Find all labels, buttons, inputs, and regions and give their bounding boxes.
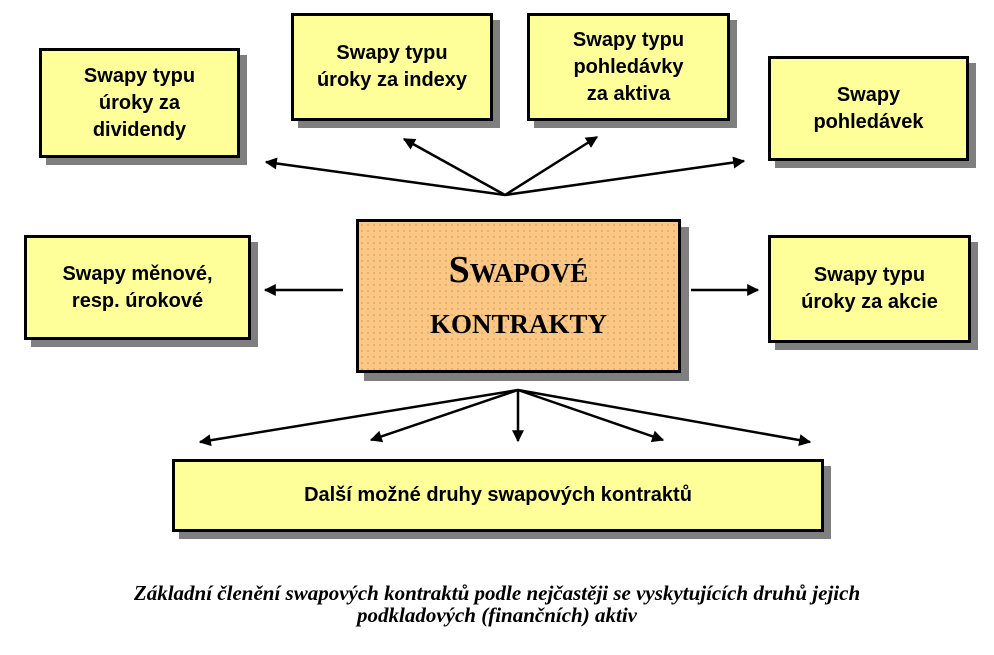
figure-caption (0, 582, 994, 626)
arrow-down-2 (371, 390, 518, 440)
arrow-down-1 (200, 390, 518, 442)
box-receivable-swaps: Swapy pohledávek (768, 56, 969, 161)
box-other-swaps: Další možné druhy swapových kontraktů (172, 459, 824, 532)
arrow-down-4 (518, 390, 663, 440)
box-currency-swaps: Swapy měnové, resp. úrokové (24, 235, 251, 340)
center-swap-contracts (356, 219, 681, 373)
box-equity-swaps: Swapy typu úroky za akcie (768, 235, 971, 343)
center-title-line1: Swapové (448, 248, 589, 291)
arrow-to-dividends (266, 162, 505, 195)
caption-line1: Základní členění swapových kontraktů podle nejčastěji se vyskytujících druhů jejich (133, 581, 861, 605)
box-index-swaps: Swapy typu úroky za indexy (291, 13, 493, 121)
arrow-to-indexes (404, 139, 505, 195)
box-receivable-asset-swaps: Swapy typu pohledávky za aktiva (527, 13, 730, 121)
center-title-line2: kontrakty (429, 300, 608, 342)
caption-line2: podkladových (finančních) aktiv (357, 603, 637, 628)
arrow-to-receivables-assets (505, 137, 597, 195)
box-dividend-swaps: Swapy typu úroky za dividendy (39, 48, 240, 158)
arrow-down-5 (518, 390, 810, 442)
arrow-to-receivables (505, 161, 744, 195)
